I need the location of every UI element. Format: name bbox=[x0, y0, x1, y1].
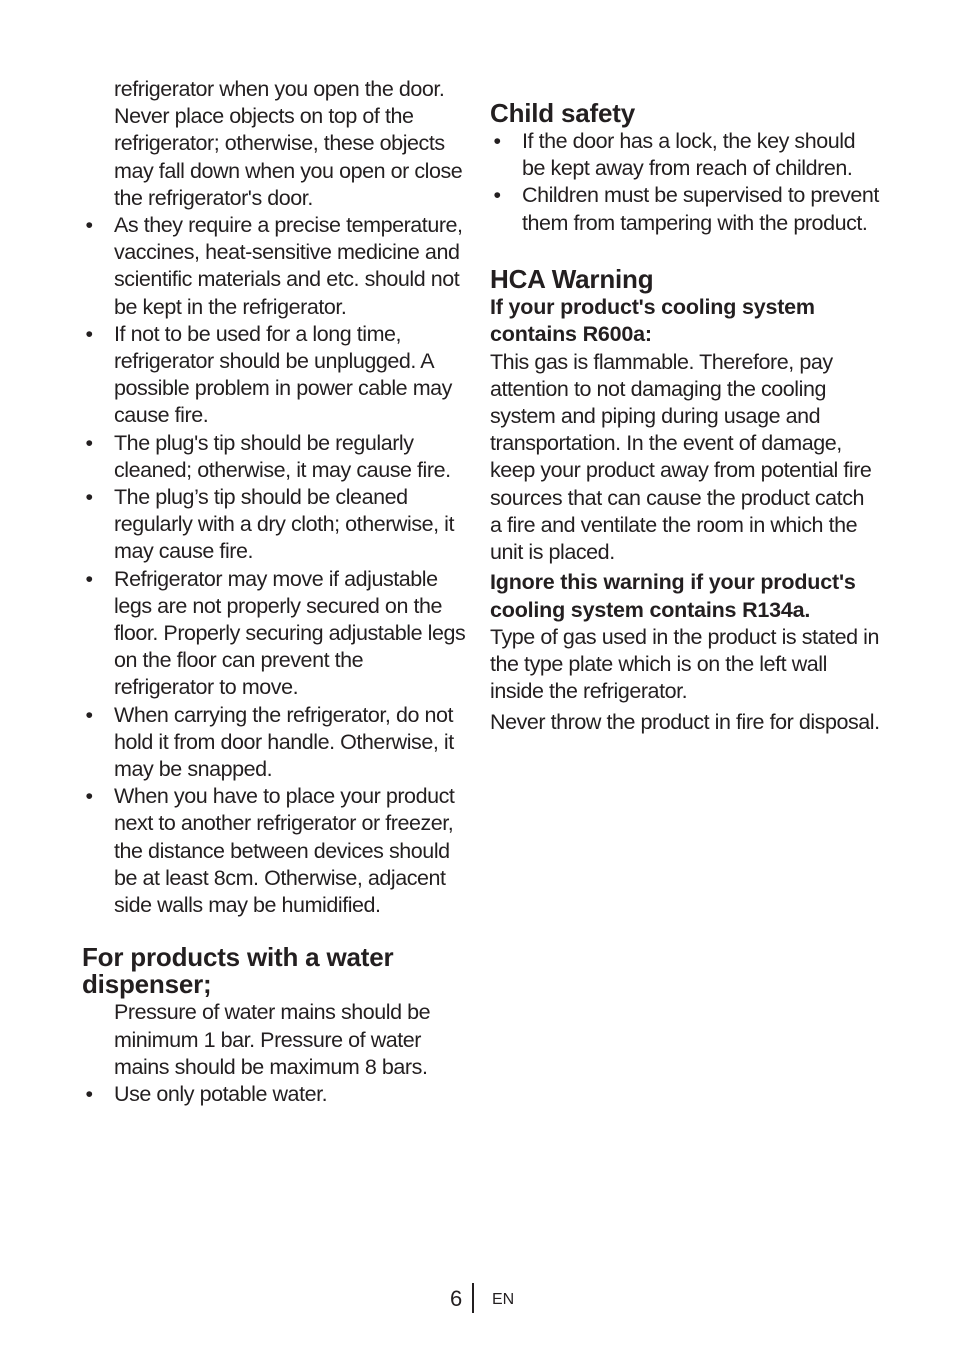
r134a-subheading: Ignore this warning if your product's cooling system contains R134a. bbox=[490, 570, 856, 622]
disposal-paragraph: Never throw the product in fire for disposal. bbox=[490, 709, 880, 734]
hca-warning-heading: HCA Warning bbox=[490, 263, 654, 294]
list-item: • When you have to place your product next to another refrigerator or freezer, the distance between devices should be at least 8cm. Otherwise, adjacent side walls may be humidified. bbox=[82, 783, 466, 919]
r600a-subheading: If your product's cooling system contains R600a: bbox=[490, 294, 815, 347]
safety-bullet-list bbox=[82, 212, 466, 919]
page-number: 6 bbox=[450, 1286, 463, 1311]
list-item: • As they require a precise temperature, vaccines, heat-sensitive medicine and scientific materials and etc. should not be kept in the refrigerator. bbox=[82, 212, 466, 321]
list-item: • Refrigerator may move if adjustable legs are not properly secured on the floor. Properly securing adjustable legs on the floor can prevent the refrigerator to move. bbox=[82, 566, 466, 702]
child-safety-heading: Child safety bbox=[490, 98, 635, 128]
right-column bbox=[490, 100, 880, 736]
gas-type-paragraph: Type of gas used in the product is stated in the type plate which is on the left wall inside the refrigerator. bbox=[490, 625, 879, 704]
list-item: • The plug’s tip should be cleaned regularly with a dry cloth; otherwise, it may cause fire. bbox=[82, 484, 466, 566]
water-pressure-paragraph: Pressure of water mains should be minimum 1 bar. Pressure of water mains should be maximum 8 bars. bbox=[114, 1000, 431, 1079]
list-item: • Children must be supervised to prevent them from tampering with the product. bbox=[490, 182, 880, 236]
child-safety-list bbox=[490, 128, 880, 237]
language-code: EN bbox=[492, 1291, 515, 1308]
list-item: • The plug's tip should be regularly cleaned; otherwise, it may cause fire. bbox=[82, 430, 466, 484]
intro-paragraph: refrigerator when you open the door. Never place objects on top of the refrigerator; otherwise, these objects may fall down when you open or close the refrigerator's door. bbox=[114, 77, 463, 210]
footer-divider bbox=[472, 1283, 474, 1313]
page-footer bbox=[0, 1283, 954, 1315]
left-column bbox=[82, 76, 466, 1108]
list-item: • If not to be used for a long time, refrigerator should be unplugged. A possible problem in power cable may cause fire. bbox=[82, 321, 466, 430]
water-dispenser-heading: For products with a water dispenser; bbox=[82, 942, 394, 1000]
list-item: • If the door has a lock, the key should be kept away from reach of children. bbox=[490, 128, 880, 182]
r600a-paragraph: This gas is flammable. Therefore, pay attention to not damaging the cooling system and piping during usage and transportation. In the event of damage, keep your product away from potential fire sources that can cause the product catch a fire and ventilate the room in which the unit is placed. bbox=[490, 349, 872, 565]
water-bullet-list bbox=[82, 1081, 466, 1108]
list-item: • When carrying the refrigerator, do not hold it from door handle. Otherwise, it may be snapped. bbox=[82, 702, 466, 784]
list-item: • Use only potable water. bbox=[82, 1081, 466, 1108]
